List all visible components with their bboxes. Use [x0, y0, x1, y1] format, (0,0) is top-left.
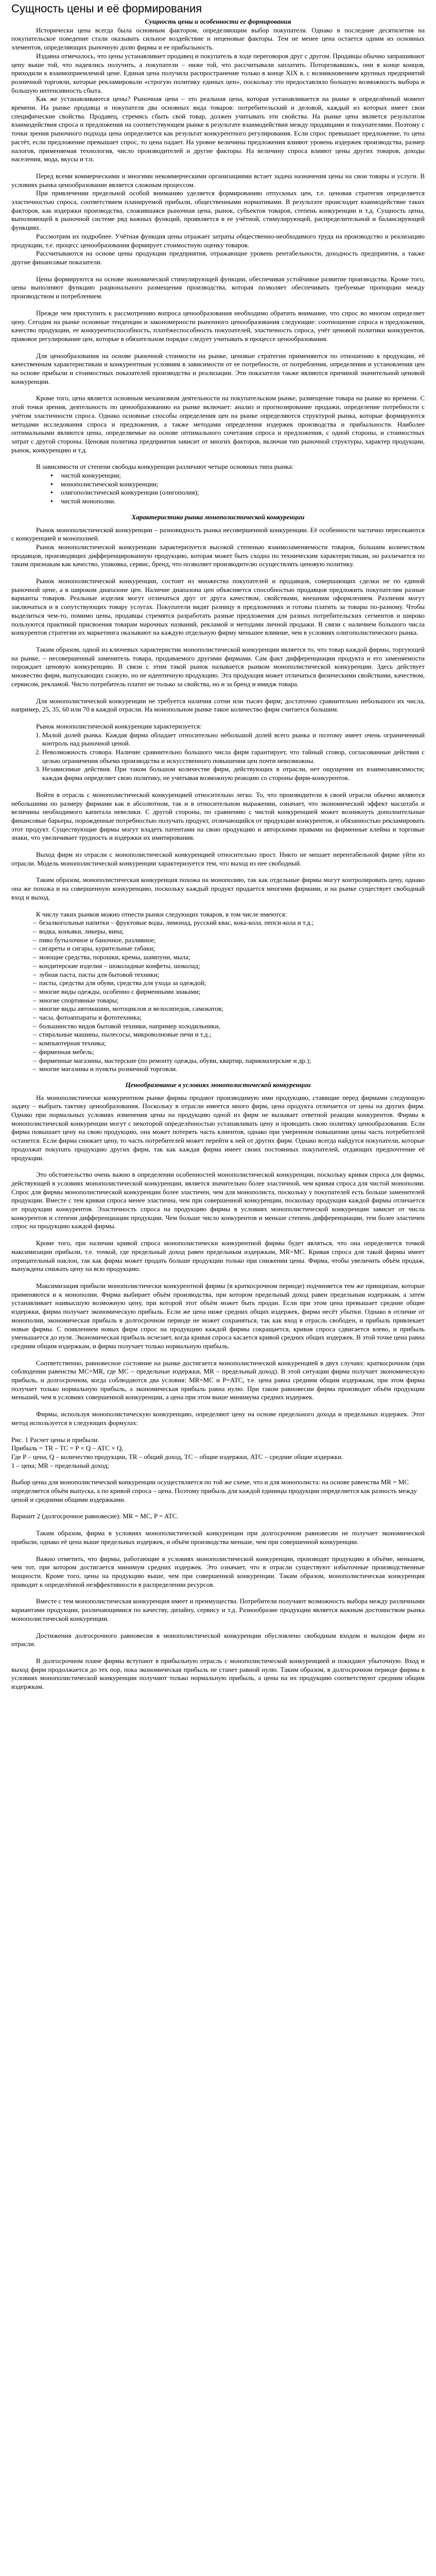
paragraph: Перед всеми коммерческими и многими некоммерческими организациями встает задача назначения цены на свои товары и услуги. В условиях рынка ценообразование является сложным процессом. — [11, 172, 425, 189]
list-item: – многие виды одежды, особенно с фирменными знаками; — [36, 988, 425, 996]
closing-section — [11, 1529, 425, 1691]
list-item: – фирменные магазины, мастерские (по ремонту одежды, обуви, квартир, парикмахерские и др.); — [36, 1057, 425, 1065]
paragraph: Рынок монополистической конкуренции характеризуется высокой степенью взаимозаменяемости товаров, большим количеством продавцов, производящих дифференцированную продукцию, которая может быть сходна по техническим характеристикам, но различается по таким признакам как качество, упаковка, сервис, бренд, что позволяет производителю осуществлять ценовую политику. — [11, 543, 425, 568]
list-item: – пасты, средства для обуви, средства для ухода за одеждой; — [36, 979, 425, 988]
paragraph: Цены формируются на основе экономической стимулирующей функции, обеспечивая устойчивое развитие производства. Кроме того, цены выполняют функцию рационального размещения производства, которая позволяет обеспечивать требуемые пропорции между производством и потреблением. — [11, 275, 425, 300]
paragraph: Для монополистической конкуренции не требуется наличия сотни или тысяч фирм; достаточно сравнительно небольшого их числа, например, 25, 35, 60 или 70 в каждой отрасли. На монопольном рынке такое количество фирм считается большим. — [11, 697, 425, 714]
paragraph: Достижения долгосрочного равновесия в монополистической конкуренции обусловлено свободным входом и выходом фирм из отрасли. — [11, 1631, 425, 1648]
list-item: – сигареты и сигары, курительные табаки; — [36, 944, 425, 953]
list-item: – кондитерские изделия – шоколадные конфеты, шоколад; — [36, 962, 425, 971]
list-item: – зубная паста, пасты для бытовой техники; — [36, 971, 425, 979]
section-perfect — [11, 526, 425, 783]
paragraph: К числу таких рынков можно отнести рынки следующих товаров, в том числе имеются: — [36, 910, 287, 918]
list-item: ● чистой конкуренции; — [61, 471, 425, 480]
paragraph: В зависимости от степени свободы конкуренции различают четыре основных типа рынка: — [36, 463, 294, 471]
list-item: 1. Малой долей рынка. Каждая фирма обладает относительно небольшой долей всего рынка и поэтому имеет очень ограниченный контроль над рыночной ценой. — [42, 731, 425, 748]
list-item: – безалкогольные напитки – фруктовые воды, лимонад, русский квас, кока-кола, пепси-кола и т.д.; — [36, 919, 425, 927]
paragraph: Вместе с тем монополистическая конкуренция имеет и преимущества. Потребители получают возможность выбора между различными вариантами продукции, различающимися по качеству, дизайну, сервису и т.д. Разнообразие продукции является важным достоинством рынка монополистической конкуренции. — [11, 1597, 425, 1622]
figure-caption: Рис. 1 Расчет цены и прибыли. — [11, 1435, 99, 1444]
formula-legend: 1 – цена; MR – предельный доход; — [11, 1461, 109, 1469]
paragraph: Фирмы, используя монополистическую конкуренцию, определяют цену на основе предельного дохода и предельных издержек. Этот метод используется в следующих формулах: — [11, 1410, 425, 1427]
paragraph: Таким образом, фирма в условиях монополистической конкуренции при долгосрочном равновесии не получает экономической прибыли, однако её цена выше предельных издержек, и объём производства меньше, чем при совершенной конкуренции. — [11, 1529, 425, 1546]
goods-list — [11, 919, 425, 1074]
list-item: – моющие средства, порошки, кремы, шампуни, мыла; — [36, 953, 425, 962]
list-item: – многие спортивные товары; — [36, 996, 425, 1005]
paragraph: Исторически цена всегда была основным фактором, определяющим выбор покупателя. Однако в последние десятилетия на покупательское поведение стали оказывать сильное воздействие и неценовые факторы. Тем не менее цена остается одним из основных элементов, определяющих рыночную долю фирмы и ее прибыльность. — [11, 26, 425, 52]
list-item: ● чистой монополии. — [61, 497, 425, 506]
list-item: – водка, коньяки, ликеры, вина; — [36, 927, 425, 936]
section-pricing — [11, 1094, 425, 1428]
paragraph: Рассмотрим их подробнее. Учётная функция цены отражает затраты общественно-необходимого труда на производство и реализацию продукции, т.е. процесс ценообразования формирует стоимостную оценку товаров. — [11, 232, 425, 249]
paragraph: Таким образом, одной из ключевых характеристик монополистической конкуренции является то, что товар каждой фирмы, торгующей на рынке, – несовершенный заменитель товара, продаваемого другими фирмами. Сам факт дифференциации продукта и его заменяемости порождает ценовую конкуренцию. В связи с этим такой рынок называется рынком монополистической конкуренции. Здесь действует множество фирм, выпускающих схожую, но не идентичную продукцию. Эта продукция может отличаться физическими свойствами, качеством, сервисом, рекламой. Чисто потребитель платит не только за свойства, но и за бренд и имидж товара. — [11, 646, 425, 688]
formula-section — [11, 1436, 425, 1521]
section-heading: Ценообразование в условиях монополистической конкуренции — [125, 1080, 311, 1089]
paragraph: Рынок монополистической конкуренции, состоит из множества покупателей и продавцов, совершающих сделки не по единой рыночной цене, а в широком диапазоне цен. Наличие диапазона цен объясняется способностью продавцов предложить покупателям разные варианты товаров. Реальные изделия могут отличаться друг от друга качеством, свойствами, внешним оформлением. Различия могут заключаться и в сопутствующих товару услугах. Покупатели видят разницу в предложениях и готовы платить за товары по-разному. Чтобы выделиться чем-то, помимо цены, продавцы стремятся разработать разные предложения для разных потребительских сегментов и широко пользуются практикой присвоения товарам марочных названий, рекламой и методами личной продажи. В связи с наличием большого числа конкурентов стратегии их маркетинга оказывают на каждую отдельную фирму меньшее влияние, чем в условиях олигополистического рынка. — [11, 577, 425, 637]
page-title: Сущность цены и её формирования — [11, 2, 202, 15]
paragraph: Рассчитываются на основе цены продукции предприятия, отражающие уровень рентабельности, доходность предприятия, а также другие финансовые показатели. — [11, 249, 425, 266]
section-c — [11, 791, 425, 1074]
paragraph: Для ценообразования на основе рыночной стоимости на рынке, ценовые стратегии применяются по отношению к продукции, её качественным характеристикам и конкурентным условиям в зависимости от ее потребности, от потребления, определения и установления цен на основе прибыли и стоимостных показателей производства и реализации. Эти показатели также являются причиной значительной ценовой конкуренции. — [11, 351, 425, 385]
paragraph: При привлечении предельной особой вниманию уделяется формированию отпускных цен, т.е. ценовая стратегия определяется эластичностью спроса, соответствием планируемой прибыли, общественными нормативами. В результате происходит взаимодействие таких факторов, как издержки производства, сложившаяся рыночная цена, рынок, субъектов товаров, степень конкуренции и т.д. Сущность цены, выполняющей в рыночной системе ряд важных функций, проявляется в ее учётной, стимулирующей, распределительной и балансирующей функциях. — [11, 189, 425, 232]
list-item: – многие магазины и пункты розничной торговли. — [36, 1065, 425, 1074]
subtitle: Сущность цены и особенности ее формирования — [145, 18, 291, 25]
paragraph: Выбор цены для монополистической конкуренции осуществляется по той же схеме, что и для монополиста: на основе равенства MR = MC определяется объём выпуска, а по кривой спроса – цена. Поэтому прибыль для каждой единицы продукции определяется как разность между ценой и средними общими издержками. — [11, 1478, 417, 1503]
list-item: ● монополистической конкуренции; — [61, 480, 425, 489]
paragraph: Это обстоятельство очень важно в определении особенностей монополистической конкуренции, поскольку кривая спроса для фирмы, действующей в условиях монополистической конкуренции, является значительно более эластичной, чем кривая спроса для чистой монополии. Спрос для фирмы монополистической конкуренции более эластичен, чем для монополиста, поскольку у покупателей есть больше заменителей продукции. Вместе с тем кривая спроса менее эластична, чем при совершенной конкуренции, поскольку продукция каждой фирмы отличается от продукции конкурентов. Эластичность спроса на продукцию фирмы в условиях монополистической конкуренции зависит от числа конкурентов и степени дифференциации продукции. Чем больше число конкурентов и меньше степень дифференциации, тем более эластичен спрос на продукцию каждой фирмы. — [11, 1171, 425, 1230]
paragraph: Выход фирм из отрасли с монополистической конкуренцией относительно прост. Никто не мешает нерентабельной фирме уйти из отрасли. Модель монополистической конкуренции характеризуется тем, что выход из нее свободный. — [11, 851, 425, 867]
section-b — [11, 394, 425, 505]
paragraph: Издавна отмечалось, что цены устанавливает продавец и покупатель в ходе переговоров друг с другом. Продавцы обычно запрашивают цену выше той, что надеялись получить, а покупатели – ниже той, что рассчитывали заплатить. Поторговавшись, они в конце концов, приходили к взаимоприемлемой цене. Единая цена получила распространение только в конце XIX в. с возникновением крупных предприятий розничной торговли, которые рекламировали «строгую политику единых цен», поскольку это предоставляло большую возможность выбора и большую интенсивность сбыта. — [11, 52, 425, 94]
list-item: ● олигополистической конкуренции (олигополия); — [61, 488, 425, 497]
paragraph: Войти в отрасль с монополистической конкуренцией относительно легко. То, что производители в своей отрасли обычно являются небольшими по размеру фирмами как в абсолютном, так и в относительном выражении, означает, что экономический эффект масштаба и величины необходимого капитала невелики. С другой стороны, по сравнению с чистой конкуренцией может возникнуть дополнительные финансовые барьеры, порожденные потребностью получать продукт, отличающийся от продукции конкурентов, и обязанностью рекламировать этот продукт. Существующие фирмы могут владеть патентами на свою продукцию и авторскими правами на фирменные клейма и торговые знаки, что увеличивает трудность и издержки их имитирования. — [11, 790, 425, 842]
list-item: – большинство видов бытовой техники, например холодильники, — [36, 1022, 425, 1031]
paragraph: Прежде чем приступить к рассмотрению вопроса ценообразования необходимо обратить внимание, что спрос во многом определяет цену. Сегодня на рынке основные тенденции и закономерности рыночного ценообразования следующие: соотношение спроса и предложения, качество продукции, ее конкурентоспособность, платёжеспособность покупателей, эластичность спроса, учёт ценовой политики конкурентов, правовое регулирование цен, которые в обязательном порядке следует учитывать в процессе ценообразования. — [11, 309, 425, 343]
list-item: – фирменная мебель; — [36, 1048, 425, 1057]
paragraph: Как же устанавливаются цены? Рыночная цена – это реальная цена, которая устанавливается на рынке в определённый момент времени. На рынке продавца и покупателя два основных вида товаров: потребительский и деловой, каждый из которых имеет свои специфические свойства. Продавец, стремясь сбыть свой товар, должен учитывать эти свойства. На рынке цена является результатом взаимодействия спроса и предложения на соответствующем рынке в результате взаимодействия между продавцами и покупателями. Поэтому с точки зрения рыночного подхода цена определяется как результат конкурентного регулирования. Если спрос превышает предложение, то цена растёт, если предложение превышает спрос, то цена падает. На уровне величины предложения влияют уровень издержек производства, размер налогов, применяемая технология, число производителей и другие факторы. На величину спроса влияют цены других товаров, доходы населения, мода, вкусы и т.п. — [11, 95, 425, 163]
formula: Прибыль = TR – TC = P × Q – ATC × Q, — [11, 1444, 124, 1452]
intro-section — [11, 26, 425, 164]
paragraph: Кроме того, цена является основным механизмом деятельности на покупательском рынке, размещение товара на рынке во времени. С этой точки зрения, деятельность по ценообразованию на рынке включает: анализ и прогнозирование продажи, определение потребности с учётом эластичности спроса. Однако основные способы определения цен на рынке определяются структурой рынка, которые формируются методами исследования спроса и предложения, а также методами определения издержек производства и прибыльности. Наиболее оптимальными являются цены, определяемые на основе оптимального сочетания спроса и предложения, с одной стороны, и стоимостных затрат с другой стороны. Ценовая политика предприятия зависит от многих факторов, включая тип рыночной структуры, характер продукции, рынок, конкуренцию и т.д. — [11, 394, 425, 454]
paragraph: Важно отметить, что фирмы, работающие в условиях монополистической конкуренции, производят продукцию в объёме, меньшем, чем тот, при котором достигается минимум средних издержек. Это означает, что в отрасли существуют избыточные производственные мощности. Кроме того, цены на продукцию выше, чем при совершенной конкуренции. Таким образом, монополистическая конкуренция приводит к определённой неэффективности в распределении ресурсов. — [11, 1554, 425, 1588]
list-item: 3. Независимые действия. При таком большом количестве фирм, действующих в отрасли, нет ощущения их взаимозависимости; каждая фирма определяет свою политику, не учитывая возможную реакцию со стороны фирм-конкурентов. — [42, 765, 425, 782]
paragraph: Вариант 2 (долгосрочное равновесие): MR = MC, P = ATC. — [11, 1512, 179, 1520]
paragraph: Таким образом, монополистическая конкуренция похожа на монополию, так как отдельные фирмы могут контролировать цену, однако она же похожа и на совершенную конкуренцию, поскольку каждый продукт продается многими фирмами, и на рынке существует свободный вход и выход. — [11, 876, 425, 901]
list-item: – часы, фотоаппараты и фототехника; — [36, 1013, 425, 1022]
list-item: – стиральные машины, пылесосы, микроволновые печи и т.д.; — [36, 1030, 425, 1039]
paragraph: Соответственно, равновесное состояние на рынке достигается монополистической конкуренцией в двух случаях: краткосрочном (при соблюдении равенства MC=MR, где MC – предельные издержки, MR – предельный доход). В этой ситуации фирма получает экономическую прибыль, и долгосрочном, когда соблюдаются два условия: MR=MC и P=ATC, т.е. цена равна средним общим издержкам, при этом фирма получает только нормальную прибыль, а экономическая прибыль равна нулю. При таком равновесии фирма производит объём продукции меньший, чем в условиях совершенной конкуренции, а цена при этом выше минимума средних издержек. — [11, 1359, 425, 1401]
list-item: – многие виды автомашин, мотоциклов и велосипедов, самокатов; — [36, 1005, 425, 1013]
paragraph: В долгосрочном плане фирмы вступают в прибыльную отрасль с монополистической конкуренцией и покидают убыточную. Вход и выход фирм продолжается до тех пор, пока экономическая прибыль не станет равной нулю. Таким образом, в долгосрочном периоде фирмы в условиях монополистической конкуренции получают только нормальную прибыль, а цены на их продукцию соответствуют средним общим издержкам. — [11, 1656, 425, 1691]
paragraph: Рынок монополистической конкуренции – разновидность рынка несовершенной конкуренции. Её особенности частично пересекаются с конкуренцией и монополией. — [11, 526, 425, 543]
list-item: – пиво бутылочное и баночное, разливное; — [36, 936, 425, 945]
paragraph: Рынок монополистической конкуренции характеризуется: — [36, 722, 202, 730]
market-types-list — [11, 471, 425, 506]
formula-legend: Где P – цена, Q – количество продукции, TR – общий доход, TC – общие издержки, ATC – средние общие издержки. — [11, 1452, 343, 1461]
paragraph: Максимизация прибыли монополистически конкурентной фирмы (в краткосрочном периоде) подчиняется тем же принципам, которые применяются и к монополии. Фирма выбирает объём производства, при котором предельный доход равен предельным издержкам, а затем устанавливает наивысшую возможную цену, при которой этот объём может быть продан. Если при этом цена превышает средние общие издержки, фирма получает экономическую прибыль. Если же цена ниже средних общих издержек, фирма несёт убытки. Однако в отличие от монополии, экономическая прибыль в долгосрочном периоде не может сохраняться, так как вход в отрасль свободен, и прибыль привлекает новые фирмы. С появлением новых фирм спрос на продукцию каждой фирмы сокращается, кривая спроса сдвигается влево, и прибыль уменьшается до нуля. Экономическая прибыль исчезает, когда кривая спроса касается кривой средних общих издержек. В этой точке цена равна средним общим издержкам, и фирма получает только нормальную прибыль. — [11, 1282, 425, 1350]
paragraph: На монополистически конкурентном рынке фирмы продают производимую ими продукцию, ставящие перед фирмами следующую задачу – выбрать тактику ценообразования. Поскольку в отрасли имеется много фирм, цена продукта отличается от цены на других фирм. Однако при нормальных условиях изменения цены на продукцию одной из фирм не вызывает ответной реакции конкурентов. Фирмы в монополистической конкуренции могут с некоторой определённостью устанавливать цену и проводить свою политику ценообразования. Если фирма повышает цену на свою продукцию, она может потерять часть клиентов, однако при умеренном повышении цены часть потребителей останется. Если фирма снижает цену, то часть потребителей может перейти к ней от других фирм. Однако всегда найдутся покупатели, которые продолжат покупать продукцию других фирм, так как каждая фирма имеет своих постоянных покупателей, отдающих предпочтение её продукции. — [11, 1093, 425, 1162]
list-item: – компьютерная техника; — [36, 1039, 425, 1048]
list-item: 2. Невозможность сговора. Наличие сравнительно большого числа фирм гарантирует, что тайный сговор, согласованные действия с целью ограничения объема производства и искусственного повышения цен почти невозможны. — [42, 748, 425, 765]
features-list — [11, 731, 425, 783]
section-a — [11, 172, 425, 386]
section-heading: Характеристика рынка монополистической конкуренции — [131, 513, 305, 521]
paragraph: Кроме того, при наличии кривой спроса монополистически конкурентной фирмы будет являться, что она определяется точкой максимизации прибыли, т.е. точкой, где предельный доход равен предельным издержкам, MR=MC. Кривая спроса для такой фирмы имеет отрицательный наклон, так как фирма может продать больше продукции только при снижении цены. Фирма, чтобы увеличить объём продаж, вынуждена снижать цену на всю продукцию. — [11, 1239, 425, 1273]
